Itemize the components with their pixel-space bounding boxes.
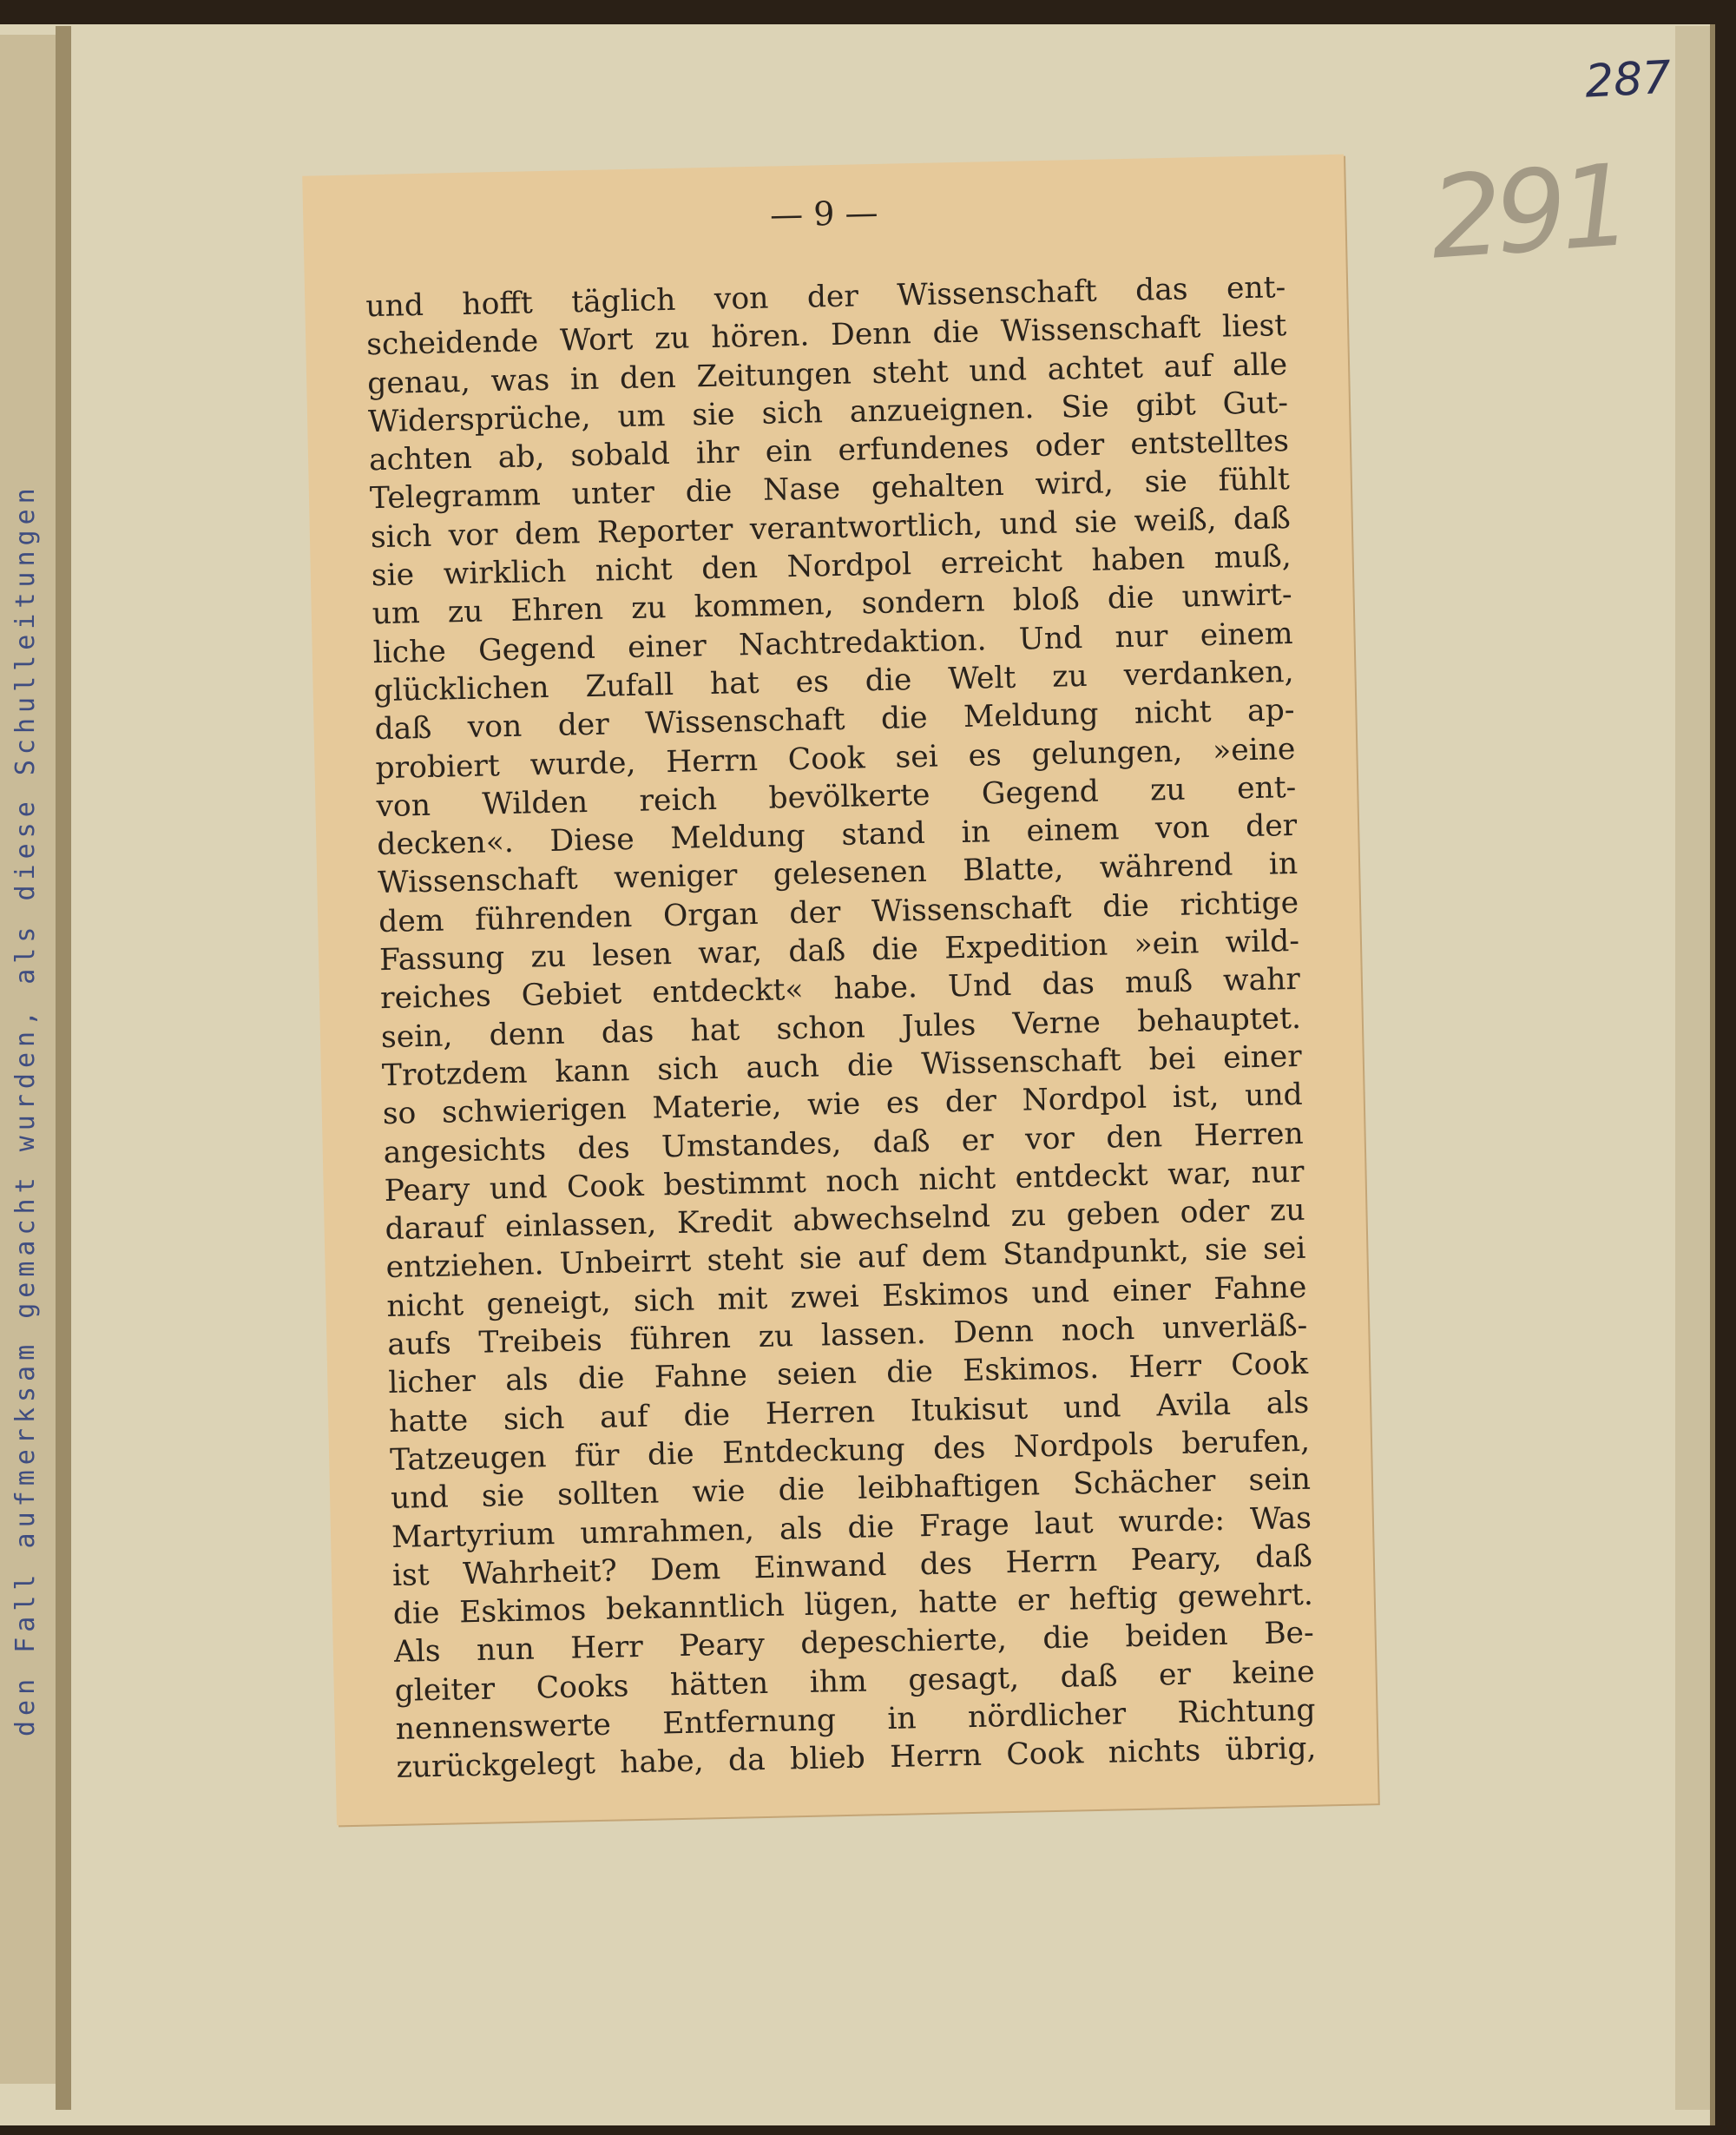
clipping-line: hatte sich auf die Herren Itukisut und Avila als [388,1385,1310,1440]
clipping-line: Wissenschaft weniger gelesenen Blatte, während in [377,847,1299,901]
clipping-line: dem führenden Organ der Wissenschaft die richtige [378,885,1299,939]
clipping-line: so schwierigen Materie, wie es der Nordpol ist, und [382,1077,1304,1132]
gutter [56,26,71,2110]
clipping-text [365,268,1317,1787]
clipping-line: darauf einlassen, Kredit abwechselnd zu geben oder zu [385,1192,1305,1248]
clipping-line: Als nun Herr Peary depeschierte, die beiden Be- [393,1616,1315,1670]
clipping-line: reiches Gebiet entdeckt« habe. Und das muß wahr [379,962,1301,1017]
clipping-line: Telegramm unter die Nase gehalten wird, sie fühlt [369,462,1291,517]
clipping-line: entziehen. Unbeirrt steht sie auf dem Standpunkt, sie sei [385,1231,1306,1286]
typed-margin-note: den Fall aufmerksam gemacht wurden, als diese Schulleitungen [10,483,41,1736]
clipping-line: ist Wahrheit? Dem Einwand des Herrn Peary, daß [391,1539,1313,1593]
clipping-line: licher als die Fahne seien die Eskimos. Herr Cook [387,1347,1309,1401]
clipping-line: genau, was in den Zeitungen steht und achtet auf alle [366,346,1288,401]
folio-pencil-number: 291 [1425,139,1630,285]
clipping-line: angesichts des Umstandes, daß er vor den Herren [383,1116,1304,1170]
clipping-line: scheidende Wort zu hören. Denn die Wissenschaft liest [365,308,1287,363]
clipping-line: und hofft täglich von der Wissenschaft das ent- [365,270,1286,325]
clipping-line: Fassung zu lesen war, daß die Expedition »ein wild- [378,923,1300,979]
clipping-line: sein, denn das hat schon Jules Verne behauptet. [380,1000,1302,1055]
clipping-line: um zu Ehren zu kommen, sondern bloß die unwirt- [372,577,1293,632]
clipping-line: und sie sollten wie die leibhaftigen Schächer sein [390,1461,1312,1517]
clipping-line: nennenswerte Entfernung in nördlicher Richtung [395,1692,1316,1747]
page-edge-right [1675,26,1710,2110]
clipping-line: nicht geneigt, sich mit zwei Eskimos und einer Fahne [386,1269,1307,1324]
clipping-page-number: — 9 — [769,193,878,234]
clipping-line: Trotzdem kann sich auch die Wissenschaft bei einer [381,1038,1303,1094]
clipping-line: Widersprüche, um sie sich anzueignen. Sie gibt Gut- [367,385,1289,440]
folio-ink-number: 287 [1583,51,1673,109]
clipping-line: probiert wurde, Herrn Cook sei es gelungen, »eine [375,731,1296,786]
clipping-line: von Wilden reich bevölkerte Gegend zu ent- [376,769,1297,825]
clipping-line: sich vor dem Reporter verantwortlich, und sie weiß, daß [370,500,1292,555]
clipping-line: decken«. Diese Meldung stand in einem von der [376,808,1298,863]
newspaper-clipping [302,155,1378,1826]
clipping-line: daß von der Wissenschaft die Meldung nicht ap- [374,693,1295,748]
clipping-line: die Eskimos bekanntlich lügen, hatte er heftig gewehrt. [392,1577,1314,1632]
clipping-line: liche Gegend einer Nachtredaktion. Und nur einem [372,616,1293,670]
clipping-line: Peary und Cook bestimmt noch nicht entdeckt war, nur [384,1154,1305,1209]
clipping-line: Martyrium umrahmen, als die Frage laut wurde: Was [391,1500,1312,1555]
clipping-line: Tatzeugen für die Entdeckung des Nordpols berufen, [389,1423,1311,1478]
clipping-line: gleiter Cooks hätten ihm gesagt, daß er keine [394,1654,1315,1709]
clipping-line: zurückgelegt habe, da blieb Herrn Cook nichts übrig, [396,1730,1317,1786]
clipping-line: aufs Treibeis führen zu lassen. Denn noch unverläß- [387,1308,1308,1363]
clipping-line: sie wirklich nicht den Nordpol erreicht haben muß, [371,539,1292,594]
clipping-line: achten ab, sobald ihr ein erfundenes oder entstelltes [368,424,1290,478]
clipping-line: glücklichen Zufall hat es die Welt zu verdanken, [373,654,1294,709]
